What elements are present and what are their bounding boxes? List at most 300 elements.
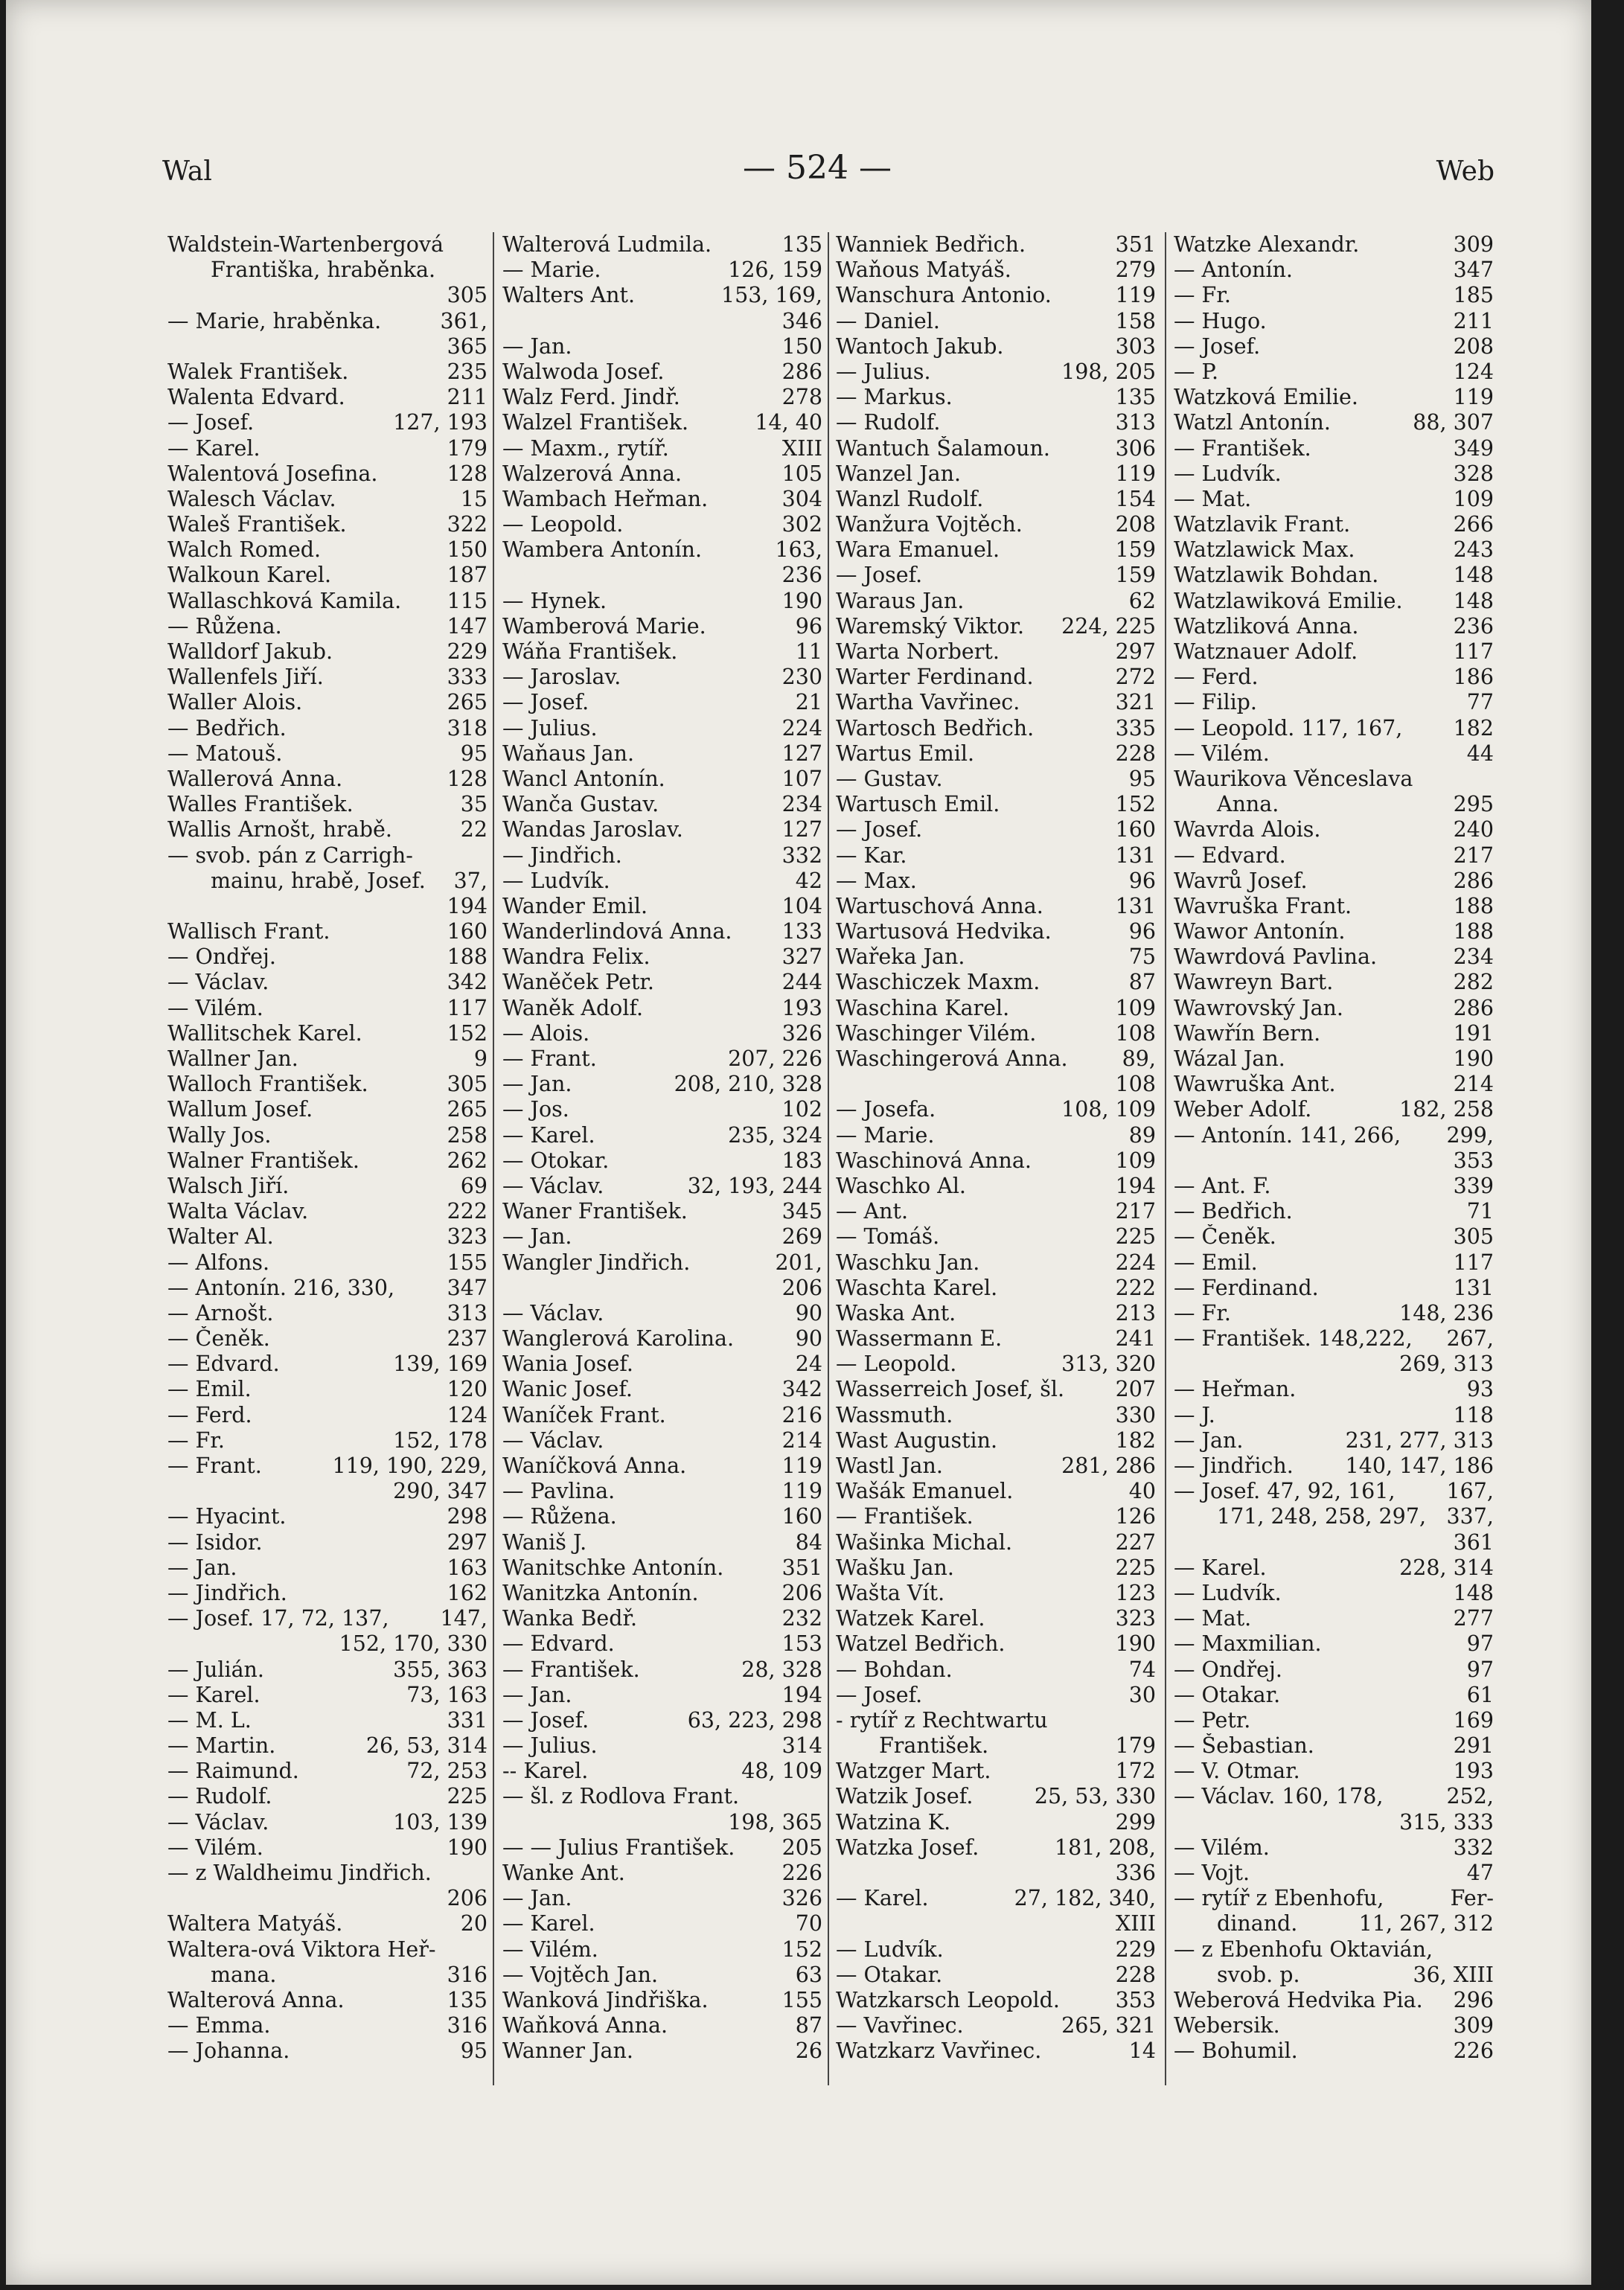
index-entry (167, 665, 487, 690)
entry-name: Walek František. (167, 359, 349, 384)
entry-name: Wanniek Bedřich. (836, 232, 1026, 257)
index-entry (1174, 944, 1494, 970)
entry-pages: 190 (781, 588, 822, 613)
entry-pages (483, 843, 487, 869)
entry-pages: 108 (1115, 1020, 1156, 1046)
index-entry (1174, 1759, 1494, 1784)
entry-pages: 198, 365 (728, 1809, 822, 1835)
entry-name: — Vilém. (1174, 741, 1270, 766)
entry-name: Wawrdová Pavlina. (1174, 944, 1378, 970)
entry-name: Watzek Karel. (836, 1606, 985, 1631)
entry-pages: 147, (440, 1606, 487, 1631)
entry-name: — Josefa. (836, 1097, 936, 1122)
entry-pages: 351 (1115, 232, 1156, 257)
entry-pages: 240 (1453, 817, 1494, 842)
index-entry (1174, 359, 1494, 385)
entry-pages: 140, 147, 186 (1345, 1453, 1494, 1478)
entry-name: — Maxm., rytíř. (502, 435, 669, 461)
index-entry (1174, 334, 1494, 359)
entry-name: Wallaschková Kamila. (167, 588, 402, 613)
entry-name: — Václav. 160, 178, (1174, 1784, 1384, 1809)
entry-name: — Leopold. (502, 512, 624, 537)
entry-pages: 316 (447, 2013, 487, 2038)
entry-name: Walenta Edvard. (167, 385, 345, 410)
entry-name: — Markus. (836, 385, 953, 410)
entry-pages: 337, (1446, 1504, 1494, 1529)
entry-pages: 42 (795, 868, 822, 893)
entry-pages: 228, 314 (1399, 1555, 1494, 1580)
entry-pages: 117 (447, 995, 487, 1020)
entry-name: — Julius. (502, 715, 598, 741)
index-entry (836, 334, 1156, 359)
entry-name: svob. p. (1217, 1962, 1300, 1987)
index-entry (836, 1861, 1156, 1886)
entry-name: Wassmuth. (836, 1402, 953, 1427)
entry-name: Waldstein-Wartenbergová (167, 232, 444, 257)
index-entry (1174, 1403, 1494, 1428)
entry-pages: 225 (1115, 1555, 1156, 1580)
entry-pages: 314 (781, 1733, 822, 1759)
index-entry (167, 1250, 487, 1276)
entry-pages: 286 (1453, 868, 1494, 893)
entry-name: — Edvard. (167, 1352, 280, 1377)
entry-name: — Vilém. (167, 1835, 263, 1860)
entry-pages: 355, 363 (393, 1657, 487, 1682)
entry-pages: XIII (1115, 1911, 1156, 1936)
entry-name: Walch Romed. (167, 537, 322, 563)
entry-name: — Matouš. (167, 741, 283, 766)
entry-name: — Mat. (1174, 1606, 1252, 1631)
entry-name: Watzger Mart. (836, 1759, 991, 1784)
entry-pages: 70 (795, 1911, 822, 1936)
entry-pages: 205 (781, 1835, 822, 1860)
entry-pages: 361 (1453, 1529, 1494, 1555)
entry-pages: 305 (447, 1072, 487, 1097)
index-entry (836, 690, 1156, 715)
entry-pages: 104 (781, 893, 822, 918)
entry-pages: 152 (781, 1936, 822, 1962)
entry-pages: 105 (781, 461, 822, 486)
entry-name: — Bedřich. (1174, 1199, 1293, 1224)
index-entry (502, 665, 822, 690)
entry-pages: 150 (447, 537, 487, 563)
entry-name: — Václav. (167, 970, 269, 995)
entry-name: Wantuch Šalamoun. (836, 435, 1050, 461)
entry-name: Waníčková Anna. (502, 1453, 687, 1478)
entry-pages: 95 (460, 2038, 487, 2064)
index-entry (502, 385, 822, 410)
entry-name: Watzkarz Vavřinec. (836, 2038, 1042, 2064)
index-entry (502, 1581, 822, 1606)
entry-name: František. (879, 1733, 989, 1759)
entry-name: Waňková Anna. (502, 2013, 668, 2038)
index-entry (502, 2038, 822, 2064)
entry-pages: 281, 286 (1061, 1453, 1156, 1478)
index-entry (836, 1835, 1156, 1861)
index-entry (1174, 792, 1494, 817)
entry-name: — rytíř z Ebenhofu, (1174, 1886, 1384, 1911)
entry-name: Wavruška Frant. (1174, 893, 1352, 918)
index-entry (1174, 461, 1494, 487)
index-entry (836, 1708, 1156, 1733)
entry-pages: 167, (1446, 1479, 1494, 1504)
entry-pages: 331 (447, 1707, 487, 1733)
index-entry (502, 1326, 822, 1352)
entry-pages: 40 (1128, 1479, 1156, 1504)
entry-name: — Marie. (836, 1122, 935, 1148)
entry-pages: 44 (1466, 741, 1494, 766)
index-entry (167, 1530, 487, 1555)
entry-name: Wašák Emanuel. (836, 1479, 1014, 1504)
index-entry (1174, 894, 1494, 919)
entry-name: — Alois. (502, 1020, 590, 1046)
entry-pages: 96 (795, 613, 822, 639)
entry-pages: 321 (1115, 690, 1156, 715)
entry-name: — Šebastian. (1174, 1733, 1314, 1759)
index-entry (167, 1708, 487, 1733)
index-entry (167, 1123, 487, 1148)
index-entry (167, 1911, 487, 1936)
entry-pages: 336 (1115, 1861, 1156, 1885)
entry-pages: 353 (1115, 1987, 1156, 2012)
index-entry (167, 1021, 487, 1046)
index-entry (836, 1479, 1156, 1504)
entry-name: Wartuschová Anna. (836, 893, 1043, 918)
entry-name: Waraus Jan. (836, 588, 965, 613)
entry-name: Wania Josef. (502, 1352, 633, 1377)
entry-name: — Johanna. (167, 2038, 290, 2064)
entry-name: Waschingerová Anna. (836, 1046, 1068, 1071)
entry-pages: 332 (1453, 1835, 1494, 1860)
entry-pages: 313, 320 (1061, 1352, 1156, 1377)
entry-name: Walldorf Jakub. (167, 639, 333, 664)
entry-name: Waschta Karel. (836, 1275, 998, 1300)
index-entry (836, 1072, 1156, 1097)
index-entry (167, 537, 487, 563)
index-entry (502, 258, 822, 283)
entry-name: — Jindřich. (502, 842, 622, 868)
page-number: — 524 — (743, 149, 892, 187)
entry-name: — Marie. (502, 258, 601, 283)
index-entry (167, 1097, 487, 1122)
entry-name: Watzel Bedřich. (836, 1631, 1006, 1657)
entry-name: — Arnošt. (167, 1300, 274, 1325)
index-entry (502, 589, 822, 614)
entry-name: — Karel. (836, 1886, 929, 1911)
index-entry (502, 843, 822, 869)
index-entry (502, 436, 822, 461)
index-entry (502, 1352, 822, 1377)
entry-pages: 299, (1446, 1122, 1494, 1148)
entry-pages: 305 (447, 283, 487, 308)
entry-name: Wawor Antonín. (1174, 919, 1346, 944)
entry-name: Wallitschek Karel. (167, 1020, 362, 1046)
index-entry (1174, 563, 1494, 588)
entry-pages: 208, 210, 328 (674, 1072, 822, 1097)
index-entry (167, 1683, 487, 1708)
index-column-1 (167, 232, 487, 2093)
index-entry (167, 461, 487, 487)
entry-name: — Ludvík. (1174, 1580, 1282, 1605)
entry-pages: 211 (1453, 308, 1494, 333)
entry-pages: 152 (1115, 792, 1156, 817)
entry-name: — Otakar. (836, 1962, 943, 1987)
index-entry (167, 1326, 487, 1352)
index-entry (167, 1886, 487, 1911)
entry-pages: 326 (781, 1886, 822, 1911)
entry-name: — Emil. (1174, 1250, 1258, 1275)
entry-pages: 61 (1466, 1682, 1494, 1707)
entry-name: — P. (1174, 359, 1219, 384)
entry-name: — Ferdinand. (1174, 1275, 1319, 1300)
entry-name: — Růžena. (167, 613, 282, 639)
entry-name: — Josef. (836, 817, 923, 842)
entry-pages: 222 (447, 1199, 487, 1224)
entry-pages: 236 (1453, 613, 1494, 639)
entry-name: Wanitzka Antonín. (502, 1580, 699, 1605)
entry-pages (818, 1784, 822, 1809)
entry-name: — Mat. (1174, 486, 1252, 511)
entry-name: Waschinger Vilém. (836, 1020, 1037, 1046)
page-header (162, 149, 1494, 194)
index-entry (502, 1250, 822, 1276)
entry-pages (483, 258, 487, 283)
entry-pages: 265, 321 (1061, 2013, 1156, 2038)
index-entry (502, 1174, 822, 1199)
entry-pages: 241 (1115, 1326, 1156, 1352)
entry-pages: 118 (1453, 1402, 1494, 1427)
entry-name: Waltera-ová Viktora Heř- (167, 1936, 436, 1962)
entry-pages: 179 (447, 435, 487, 461)
entry-pages: 109 (1115, 1148, 1156, 1173)
index-entry (836, 232, 1156, 258)
entry-name: — Ant. F. (1174, 1173, 1271, 1198)
entry-pages: 109 (1453, 486, 1494, 511)
entry-pages: 90 (795, 1300, 822, 1325)
index-entry (1174, 1046, 1494, 1072)
index-entry (1174, 1250, 1494, 1276)
entry-name: — svob. pán z Carrigh- (167, 842, 413, 868)
entry-name: — Čeněk. (1174, 1224, 1276, 1250)
entry-name: Wallum Josef. (167, 1097, 313, 1122)
entry-pages: 299 (1115, 1809, 1156, 1835)
index-entry (502, 1072, 822, 1097)
index-entry (502, 817, 822, 842)
entry-pages: 230 (781, 665, 822, 690)
index-entry (836, 1784, 1156, 1809)
entry-pages: 225 (1115, 1224, 1156, 1250)
entry-name: — Isidor. (167, 1529, 263, 1555)
entry-name: Watzlawik Bohdan. (1174, 563, 1379, 588)
entry-pages: 313 (1115, 410, 1156, 435)
entry-pages: 327 (781, 944, 822, 970)
entry-pages: 160 (781, 1504, 822, 1529)
entry-pages: 214 (781, 1427, 822, 1453)
entry-pages: 207 (1115, 1377, 1156, 1402)
entry-name: Wanžura Vojtěch. (836, 512, 1023, 537)
index-entry (1174, 1530, 1494, 1555)
index-entry (1174, 309, 1494, 334)
entry-name: — Bohdan. (836, 1657, 953, 1682)
entry-pages: 155 (781, 1987, 822, 2012)
entry-pages: 231, 277, 313 (1345, 1427, 1494, 1453)
index-entry (502, 1937, 822, 1963)
entry-name: Walkoun Karel. (167, 563, 332, 588)
index-entry (502, 1555, 822, 1581)
index-entry (836, 359, 1156, 385)
index-entry (1174, 1683, 1494, 1708)
entry-pages: 190 (1453, 1046, 1494, 1071)
entry-name: mana. (211, 1962, 277, 1987)
entry-pages: 84 (795, 1529, 822, 1555)
index-entry (1174, 1886, 1494, 1911)
entry-pages: 152 (447, 1020, 487, 1046)
index-entry (502, 1504, 822, 1529)
index-entry (1174, 283, 1494, 308)
entry-pages (483, 1937, 487, 1963)
entry-name: Waltera Matyáš. (167, 1911, 343, 1936)
entry-pages: 117 (1453, 1250, 1494, 1275)
index-entry (167, 1453, 487, 1479)
index-entry (167, 1861, 487, 1886)
entry-pages: 316 (447, 1962, 487, 1987)
index-entry (1174, 410, 1494, 435)
entry-pages: 232 (781, 1606, 822, 1631)
entry-pages: 346 (781, 308, 822, 333)
index-entry (502, 1097, 822, 1122)
entry-name: — Václav. (502, 1427, 604, 1453)
entry-name: Wavrů Josef. (1174, 868, 1308, 893)
entry-name: — J. (1174, 1402, 1215, 1427)
index-entry (1174, 1581, 1494, 1606)
index-entry (167, 1352, 487, 1377)
entry-pages: 11, 267, 312 (1358, 1911, 1494, 1936)
index-entry (502, 410, 822, 435)
entry-pages: 108 (1115, 1072, 1156, 1097)
entry-name: — Edvard. (1174, 842, 1286, 868)
index-entry (1174, 1810, 1494, 1835)
entry-pages: 148 (1453, 1580, 1494, 1605)
index-entry (1174, 1453, 1494, 1479)
entry-pages: 133 (781, 919, 822, 944)
entry-pages: 62 (1128, 588, 1156, 613)
index-entry (502, 639, 822, 665)
index-entry (502, 487, 822, 512)
entry-name: — František. (502, 1657, 640, 1682)
index-entry (167, 1581, 487, 1606)
index-entry (167, 232, 487, 258)
entry-name: — Max. (836, 868, 917, 893)
index-entry (1174, 258, 1494, 283)
entry-pages: 119 (781, 1453, 822, 1478)
index-entry (167, 1606, 487, 1631)
entry-pages: 225 (447, 1784, 487, 1809)
entry-pages: 351 (781, 1555, 822, 1580)
index-entry (502, 716, 822, 741)
entry-name: Wašinka Michal. (836, 1529, 1013, 1555)
entry-pages: 188 (1453, 919, 1494, 944)
index-entry (502, 1377, 822, 1402)
entry-pages: 127, 193 (393, 410, 487, 435)
index-entry (836, 258, 1156, 283)
entry-pages: 124 (1453, 359, 1494, 384)
index-entry (836, 1326, 1156, 1352)
entry-name: Walsch Jiří. (167, 1173, 290, 1198)
index-entry (1174, 589, 1494, 614)
entry-pages: 194 (781, 1682, 822, 1707)
entry-pages (483, 232, 487, 258)
index-entry (502, 1428, 822, 1453)
entry-name: Wanic Josef. (502, 1377, 633, 1402)
entry-name: Weberová Hedvika Pia. (1174, 1987, 1423, 2012)
entry-name: Waschinová Anna. (836, 1148, 1032, 1173)
entry-pages: 353 (1453, 1148, 1494, 1173)
index-entry (167, 639, 487, 665)
index-entry (836, 767, 1156, 792)
entry-name: — Jan. (502, 333, 572, 359)
index-entry (836, 665, 1156, 690)
entry-pages: 108, 109 (1061, 1097, 1156, 1122)
index-entry (167, 1377, 487, 1402)
entry-pages: 131 (1115, 893, 1156, 918)
entry-pages: 93 (1466, 1377, 1494, 1402)
entry-name: Waňaus Jan. (502, 741, 635, 766)
index-entry (502, 1683, 822, 1708)
index-entry (167, 385, 487, 410)
index-entry (167, 589, 487, 614)
index-entry (502, 1021, 822, 1046)
index-entry (502, 690, 822, 715)
entry-name: — Josef. (167, 410, 255, 435)
entry-name: Watzina K. (836, 1809, 951, 1835)
entry-name: Walentová Josefina. (167, 461, 378, 486)
entry-name: mainu, hrabě, Josef. (211, 868, 426, 893)
index-entry (836, 1097, 1156, 1122)
entry-pages: 290, 347 (393, 1479, 487, 1504)
entry-pages: 207, 226 (728, 1046, 822, 1071)
index-entry (1174, 512, 1494, 537)
entry-name: — Karel. (502, 1122, 595, 1148)
entry-name: Wartha Vavřinec. (836, 690, 1020, 715)
entry-name: Wanglerová Karolina. (502, 1326, 735, 1352)
index-entry (502, 537, 822, 563)
entry-name: Wawrovský Jan. (1174, 995, 1343, 1020)
entry-name: Wanzel Jan. (836, 461, 962, 486)
entry-pages: 182 (1453, 715, 1494, 741)
index-entry (836, 716, 1156, 741)
entry-name: Walner František. (167, 1148, 359, 1173)
entry-name: Františka, hraběnka. (211, 258, 436, 283)
entry-pages: 107 (781, 766, 822, 791)
entry-pages: 160 (447, 919, 487, 944)
index-entry (502, 869, 822, 894)
entry-pages: 229 (1115, 1936, 1156, 1962)
entry-pages: 347 (447, 1275, 487, 1300)
entry-pages: 214 (1453, 1072, 1494, 1097)
index-entry (502, 1224, 822, 1250)
index-entry (836, 944, 1156, 970)
index-entry (1174, 1835, 1494, 1861)
entry-pages: 28, 328 (741, 1657, 822, 1682)
index-entry (167, 792, 487, 817)
entry-name: — Rudolf. (167, 1784, 272, 1809)
entry-name: Wancl Antonín. (502, 766, 665, 791)
index-entry (167, 1428, 487, 1453)
entry-pages: 163 (447, 1555, 487, 1580)
index-entry (836, 1581, 1156, 1606)
index-entry (1174, 1021, 1494, 1046)
index-entry (1174, 2038, 1494, 2064)
